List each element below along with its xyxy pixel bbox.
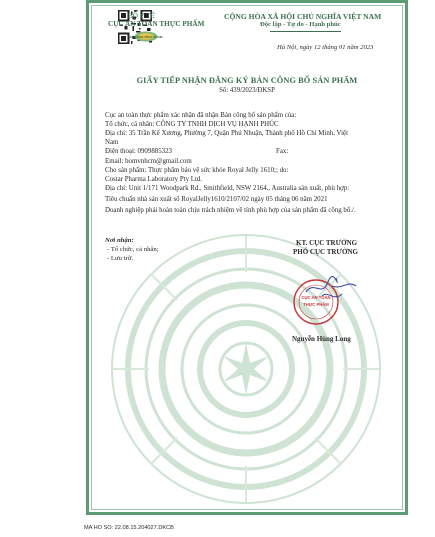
email-line: Email: bomvnhcm@gmail.com (105, 158, 192, 165)
recipient-item: - Tổ chức, cá nhân; (107, 246, 159, 253)
intro-line: Cục an toàn thực phẩm xác nhận đã nhận Bản công bố sản phẩm của: (105, 112, 297, 119)
signer-name: Nguyễn Hùng Long (292, 335, 351, 343)
document-number: Số: 439/2023/ĐKSP (219, 87, 275, 94)
department-name: CỤC AN TOÀN THỰC PHẨM (108, 20, 205, 28)
phone-line: Điện thoại: 0909885323 (105, 148, 172, 155)
svg-text:CỤC AN TOÀN: CỤC AN TOÀN (301, 295, 331, 300)
document-title: GIẤY TIẾP NHẬN ĐĂNG KÝ BẢN CÔNG BỐ SẢN PHẨM (136, 76, 358, 85)
address-line-continued: Nam (105, 139, 119, 146)
signer-position: PHÓ CỤC TRƯỞNG (293, 248, 358, 256)
ministry-name: BỘ Y TẾ (128, 12, 155, 20)
recipients-heading: Nơi nhận: (105, 237, 134, 244)
place-and-date: Hà Nội, ngày 12 tháng 01 năm 2023 (277, 44, 374, 51)
food-safety-logo (129, 31, 163, 42)
address-line: Địa chỉ: 35 Trần Kế Xương, Phường 7, Quận Phú Nhuận, Thành phố Hồ Chí Minh, Việt (105, 130, 349, 137)
svg-text:THỰC PHẨM: THỰC PHẨM (303, 302, 329, 307)
svg-text:AN TOÀN THỰC PHẨM: AN TOÀN THỰC PHẨM (129, 35, 163, 39)
official-stamp (292, 272, 358, 330)
standard-line: Tiêu chuẩn nhà sản xuất số RoyalJelly1610/2107/02 ngày 05 tháng 06 năm 2021 (105, 196, 328, 203)
product-line: Cho sản phẩm: Thực phẩm bảo vệ sức khỏe Royal Jelly 1610;; do: (105, 167, 289, 174)
national-motto: Độc lập - Tự do - Hạnh phúc (260, 21, 341, 28)
organization-line: Tổ chức, cá nhân: CÔNG TY TNHH DỊCH VỤ HẠNH PHÚC (105, 121, 279, 128)
country-name: CỘNG HÒA XÃ HỘI CHỦ NGHĨA VIỆT NAM (224, 12, 382, 21)
commitment-line: Doanh nghiệp phải hoàn toàn chịu trách nhiệm về tính phù hợp của sản phẩm đã công bố./. (105, 207, 356, 214)
signer-title: KT. CỤC TRƯỞNG (296, 239, 358, 247)
document-page (86, 0, 408, 515)
manufacturer-line: Costar Pharma Laboratory Pty Ltd. (105, 176, 203, 183)
motto-underline (270, 31, 341, 32)
recipient-item: - Lưu trữ. (107, 255, 134, 262)
fax-label: Fax: (276, 148, 289, 155)
dossier-code: MA HO SO: 22.08.15.204027.DKCB (84, 525, 174, 531)
manufacturer-address-line: Địa chỉ: Unit 1/171 Woodpark Rd., Smithfield, NSW 2164., Australia sản xuất, phù hợp: (105, 185, 350, 192)
